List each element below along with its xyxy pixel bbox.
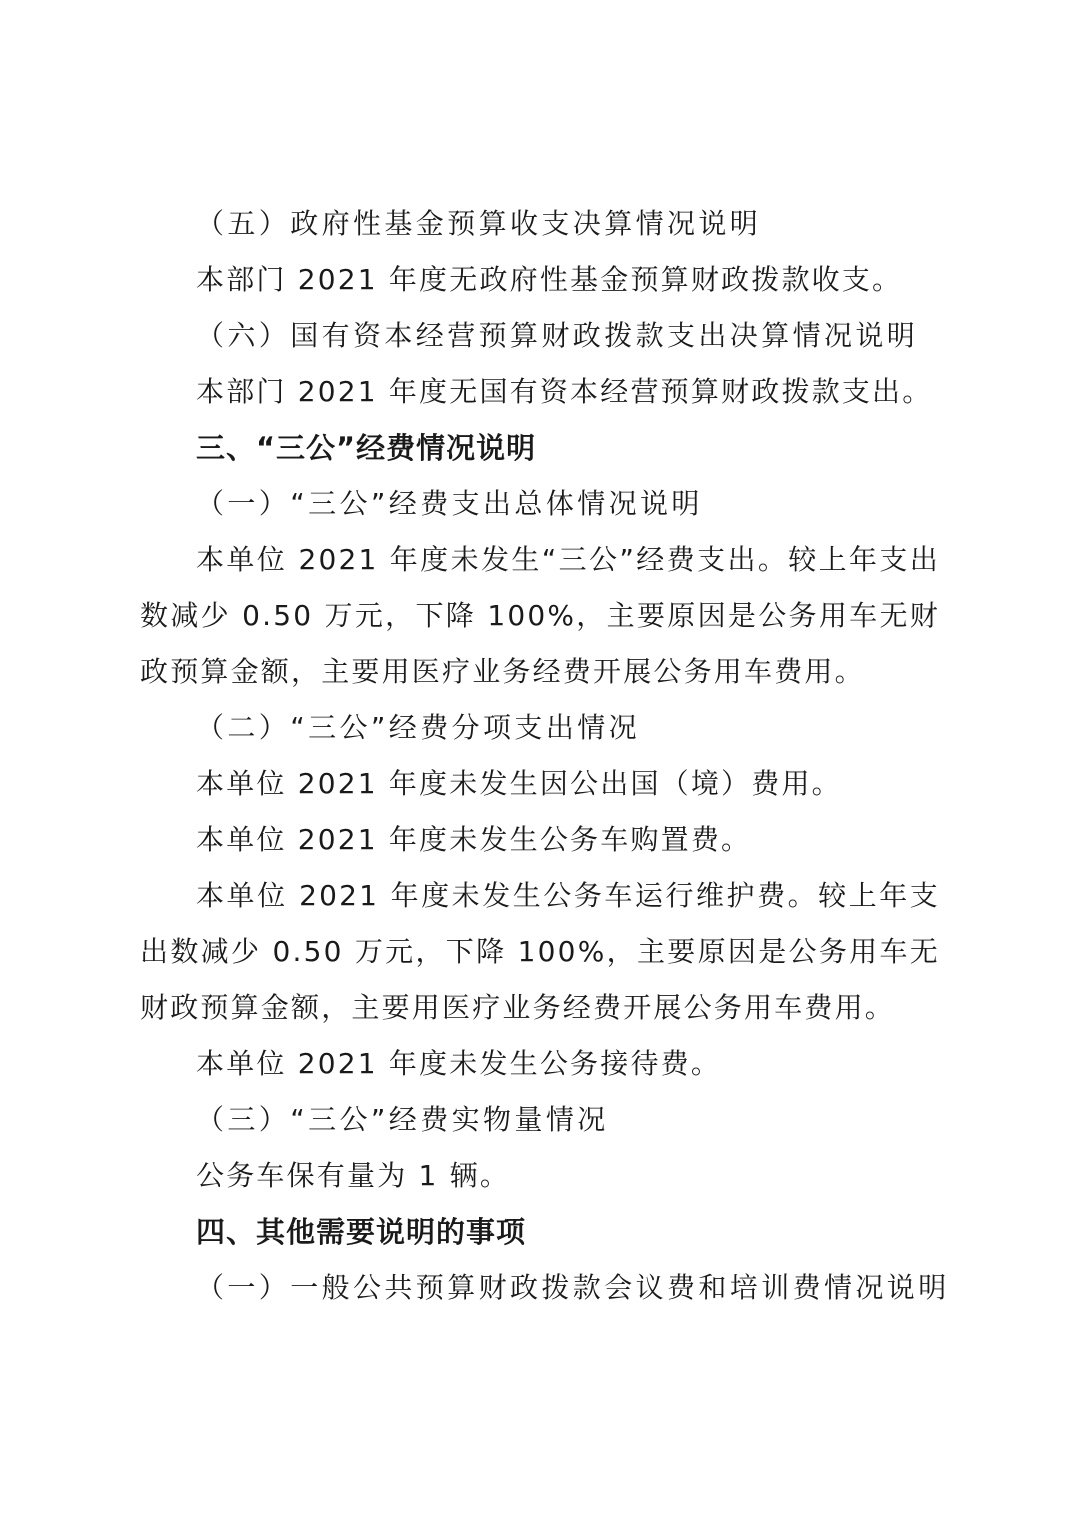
part-3-1-paragraph: 本单位 2021 年度未发生“三公”经费支出。较上年支出数减少 0.50 万元，下降 100%，主要原因是公务用车无财政预算金额，主要用医疗业务经费开展公务用车费用。	[140, 543, 940, 688]
section-5-title: （五）政府性基金预算收支决算情况说明	[196, 207, 762, 240]
part-3-2-title: （二）“三公”经费分项支出情况	[196, 711, 641, 744]
part-3-1-title: （一）“三公”经费支出总体情况说明	[196, 487, 703, 520]
part-3-heading: 三、“三公”经费情况说明	[196, 431, 537, 465]
section-6-text: 本部门 2021 年度无国有资本经营预算财政拨款支出。	[196, 375, 933, 408]
part-3-2-text-4: 本单位 2021 年度未发生公务接待费。	[196, 1047, 722, 1080]
part-3-3-title: （三）“三公”经费实物量情况	[196, 1103, 609, 1136]
part-4-heading: 四、其他需要说明的事项	[196, 1215, 527, 1249]
part-3-2-paragraph-3: 本单位 2021 年度未发生公务车运行维护费。较上年支出数减少 0.50 万元，下降 100%，主要原因是公务用车无财政预算金额，主要用医疗业务经费开展公务用车费用。	[140, 879, 940, 1024]
part-3-3-text: 公务车保有量为 1 辆。	[196, 1159, 511, 1192]
part-4-1-title: （一）一般公共预算财政拨款会议费和培训费情况说明	[196, 1271, 950, 1304]
document-page	[140, 196, 950, 1316]
part-3-2-text-2: 本单位 2021 年度未发生公务车购置费。	[196, 823, 752, 856]
section-5-text: 本部门 2021 年度无政府性基金预算财政拨款收支。	[196, 263, 903, 296]
section-6-title: （六）国有资本经营预算财政拨款支出决算情况说明	[196, 319, 919, 352]
part-3-2-text-1: 本单位 2021 年度未发生因公出国（境）费用。	[196, 767, 842, 800]
